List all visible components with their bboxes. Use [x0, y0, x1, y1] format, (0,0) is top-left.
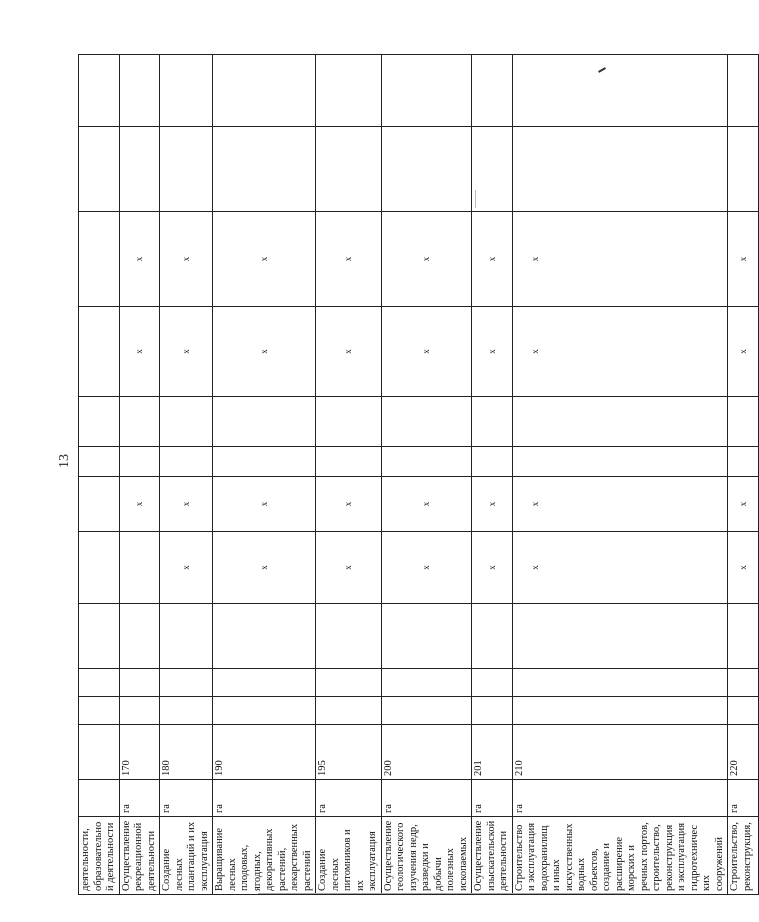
mark-cell [472, 447, 513, 477]
mark-cell: x [512, 307, 728, 397]
page-number [52, 444, 78, 478]
mark-cell [119, 697, 160, 725]
mark-cell: x [316, 532, 382, 604]
mark-cell: x [160, 532, 213, 604]
mark-cell [512, 397, 728, 447]
mark-cell [79, 669, 120, 697]
mark-cell [213, 697, 316, 725]
table-row [160, 55, 213, 895]
mark-cell: x [728, 532, 759, 604]
mark-cell [119, 532, 160, 604]
mark-cell: x [316, 477, 382, 532]
mark-cell [316, 697, 382, 725]
mark-cell [213, 397, 316, 447]
unit-cell: га [381, 780, 472, 817]
mark-cell [512, 447, 728, 477]
mark-cell [728, 127, 759, 212]
mark-cell: x [381, 532, 472, 604]
mark-cell: x [381, 212, 472, 307]
unit-cell: га [213, 780, 316, 817]
unit-cell: га [472, 780, 513, 817]
mark-cell [316, 447, 382, 477]
mark-cell [79, 477, 120, 532]
mark-cell: x [472, 532, 513, 604]
mark-cell [160, 55, 213, 127]
mark-cell [472, 604, 513, 669]
code-cell [79, 725, 120, 780]
mark-cell: x [728, 307, 759, 397]
mark-cell [119, 604, 160, 669]
mark-cell [119, 397, 160, 447]
mark-cell [381, 55, 472, 127]
mark-cell [79, 397, 120, 447]
mark-cell [512, 127, 728, 212]
unit-cell: га [119, 780, 160, 817]
mark-cell [79, 447, 120, 477]
mark-cell [472, 55, 513, 127]
mark-cell: x [316, 307, 382, 397]
mark-cell [119, 55, 160, 127]
mark-cell [512, 669, 728, 697]
mark-cell [160, 669, 213, 697]
mark-cell [381, 127, 472, 212]
mark-cell [316, 55, 382, 127]
code-cell: 180 [160, 725, 213, 780]
mark-cell [79, 127, 120, 212]
mark-cell: x [160, 307, 213, 397]
mark-cell [79, 604, 120, 669]
mark-cell [728, 447, 759, 477]
mark-cell [316, 127, 382, 212]
table-row [381, 55, 472, 895]
mark-cell: x [728, 477, 759, 532]
mark-cell [213, 55, 316, 127]
mark-cell: x [213, 532, 316, 604]
mark-cell [512, 604, 728, 669]
mark-cell [728, 604, 759, 669]
code-cell: 190 [213, 725, 316, 780]
mark-cell [381, 397, 472, 447]
activity-cell: Осуществление изыскательской деятельности [472, 817, 513, 895]
mark-cell: x [472, 307, 513, 397]
mark-cell [381, 604, 472, 669]
mark-cell [316, 669, 382, 697]
mark-cell [381, 669, 472, 697]
mark-cell [316, 397, 382, 447]
unit-cell [79, 780, 120, 817]
activity-cell: Выращивание лесных плодовых, ягодных, декоративных растений, лекарственных растений [213, 817, 316, 895]
mark-cell: x [512, 532, 728, 604]
mark-cell: x [119, 212, 160, 307]
mark-cell [79, 212, 120, 307]
mark-cell [79, 307, 120, 397]
code-cell: 220 [728, 725, 759, 780]
unit-cell: га [316, 780, 382, 817]
unit-cell: га [160, 780, 213, 817]
page-number-text: 13 [57, 454, 72, 468]
mark-cell: x [213, 212, 316, 307]
mark-cell: x [472, 212, 513, 307]
table-row [512, 55, 728, 895]
activity-cell: Создание лесных плантаций и их эксплуатация [160, 817, 213, 895]
mark-cell [119, 447, 160, 477]
mark-cell [79, 55, 120, 127]
mark-cell: x [119, 477, 160, 532]
mark-cell [512, 697, 728, 725]
mark-cell [728, 397, 759, 447]
code-cell: 210 [512, 725, 728, 780]
code-cell: 170 [119, 725, 160, 780]
mark-cell: x [119, 307, 160, 397]
unit-cell: га [728, 780, 759, 817]
activity-table [78, 54, 759, 895]
mark-cell: x [213, 307, 316, 397]
mark-cell: x [512, 477, 728, 532]
mark-cell [316, 604, 382, 669]
mark-cell [512, 55, 728, 127]
scan-edge-line [258, 893, 630, 894]
mark-cell: x [316, 212, 382, 307]
table-body [79, 55, 759, 895]
unit-cell: га [512, 780, 728, 817]
mark-cell [160, 697, 213, 725]
table-row [79, 55, 120, 895]
mark-cell [160, 447, 213, 477]
mark-cell [79, 697, 120, 725]
mark-cell: x [728, 212, 759, 307]
mark-cell [213, 127, 316, 212]
mark-cell [213, 604, 316, 669]
activity-cell: деятельности, образовательной деятельности [79, 817, 120, 895]
mark-cell [381, 447, 472, 477]
activity-cell: Осуществление геологического изучения недр, разведки и добычи полезных ископаемых [381, 817, 472, 895]
table-row [119, 55, 160, 895]
code-cell: 201 [472, 725, 513, 780]
mark-cell [119, 669, 160, 697]
mark-cell: x [381, 307, 472, 397]
activity-cell: Создание лесных питомников и их эксплуатация [316, 817, 382, 895]
mark-cell [119, 127, 160, 212]
mark-cell [472, 697, 513, 725]
mark-cell: x [213, 477, 316, 532]
activity-cell: Строительство, реконструкция, [728, 817, 759, 895]
mark-cell [472, 127, 513, 212]
mark-cell: x [160, 212, 213, 307]
mark-cell: x [381, 477, 472, 532]
mark-cell [728, 669, 759, 697]
code-cell: 195 [316, 725, 382, 780]
mark-cell [728, 697, 759, 725]
mark-cell [160, 127, 213, 212]
activity-cell: Строительство и эксплуатация водохранилищ и иных искусственных водных объектов, создание и расширение морских и речных портов, строительство, реконструкция и эксплуатация гидротехнических сооружений [512, 817, 728, 895]
mark-cell: x [472, 477, 513, 532]
mark-cell [472, 397, 513, 447]
table-row [316, 55, 382, 895]
mark-cell [79, 532, 120, 604]
code-cell: 200 [381, 725, 472, 780]
mark-cell [381, 697, 472, 725]
mark-cell [728, 55, 759, 127]
mark-cell [213, 447, 316, 477]
mark-cell [472, 669, 513, 697]
mark-cell [213, 669, 316, 697]
table-row [472, 55, 513, 895]
mark-cell: x [160, 477, 213, 532]
mark-cell [160, 397, 213, 447]
scan-ghost-mark [475, 190, 476, 208]
mark-cell [160, 604, 213, 669]
activity-cell: Осуществление рекреационной деятельности [119, 817, 160, 895]
rotated-table-wrapper [78, 54, 759, 895]
mark-cell: x [512, 212, 728, 307]
table-row [728, 55, 759, 895]
table-row [213, 55, 316, 895]
